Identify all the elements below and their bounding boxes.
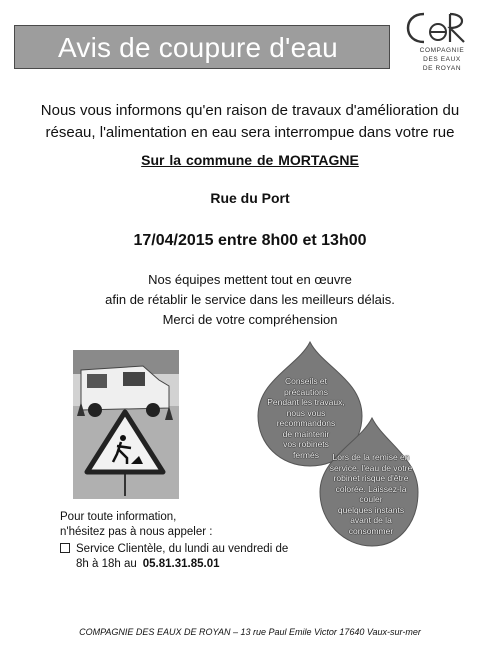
logo-text: DES EAUX: [423, 56, 461, 63]
service-hours: Service Clientèle, du lundi au vendredi de: [76, 543, 289, 555]
advice-line: précautions: [284, 386, 328, 397]
advice-line: de maintenir: [282, 428, 330, 439]
advice-line: consommer: [348, 525, 394, 536]
advice-line: service, l'eau de votre: [329, 462, 413, 473]
message-line: Nos équipes mettent tout en œuvre: [148, 272, 352, 287]
intro-line: réseau, l'alimentation en eau sera interrompue dans votre rue: [45, 124, 455, 141]
service-hours: 8h à 18h au: [76, 558, 137, 570]
advice-line: nous vous recommandons: [276, 407, 336, 428]
contact-info: [60, 510, 212, 540]
customer-service: [60, 542, 288, 572]
advice-line: quelques instants: [337, 504, 405, 515]
contact-line: n'hésitez pas à nous appeler :: [60, 526, 213, 538]
advice-line: vos robinets: [283, 439, 329, 449]
advice-line: Lors de la remise en: [332, 452, 410, 462]
restoration-text: [325, 452, 417, 536]
apology-message: [20, 270, 480, 330]
intro-line: Nous vous informons qu'en raison de travaux d'amélioration du: [40, 102, 460, 119]
checkbox-icon: [60, 543, 70, 553]
advice-line: robinet risque d'être: [333, 473, 409, 483]
phone-number: 05.81.31.85.01: [142, 558, 220, 570]
message-line: afin de rétablir le service dans les meilleurs délais.: [105, 292, 395, 307]
contact-line: Pour toute information,: [60, 511, 177, 523]
commune-heading: Sur la commune de MORTAGNE: [141, 152, 359, 168]
footer-address: COMPAGNIE DES EAUX DE ROYAN – 13 rue Paul Emile Victor 17640 Vaux-sur-mer: [79, 627, 421, 637]
outage-date: 17/04/2015 entre 8h00 et 13h00: [133, 232, 367, 249]
page-title: Avis de coupure d'eau: [58, 32, 338, 63]
logo-text: DE ROYAN: [422, 65, 462, 72]
intro-text: [20, 100, 480, 144]
roadworks-photo: [73, 350, 179, 499]
advice-line: Pendant les travaux,: [267, 397, 345, 407]
logo-text: COMPAGNIE: [419, 47, 465, 54]
advice-line: fermés: [293, 449, 319, 460]
advice-line: avant de la: [350, 515, 392, 525]
cer-logo-icon: [406, 8, 470, 46]
street-name: Rue du Port: [210, 190, 290, 206]
message-line: Merci de votre compréhension: [162, 312, 338, 327]
precautions-text: [260, 376, 352, 460]
advice-line: Conseils et: [284, 376, 328, 386]
advice-line: colorée. Laissez-la couler: [335, 483, 407, 504]
